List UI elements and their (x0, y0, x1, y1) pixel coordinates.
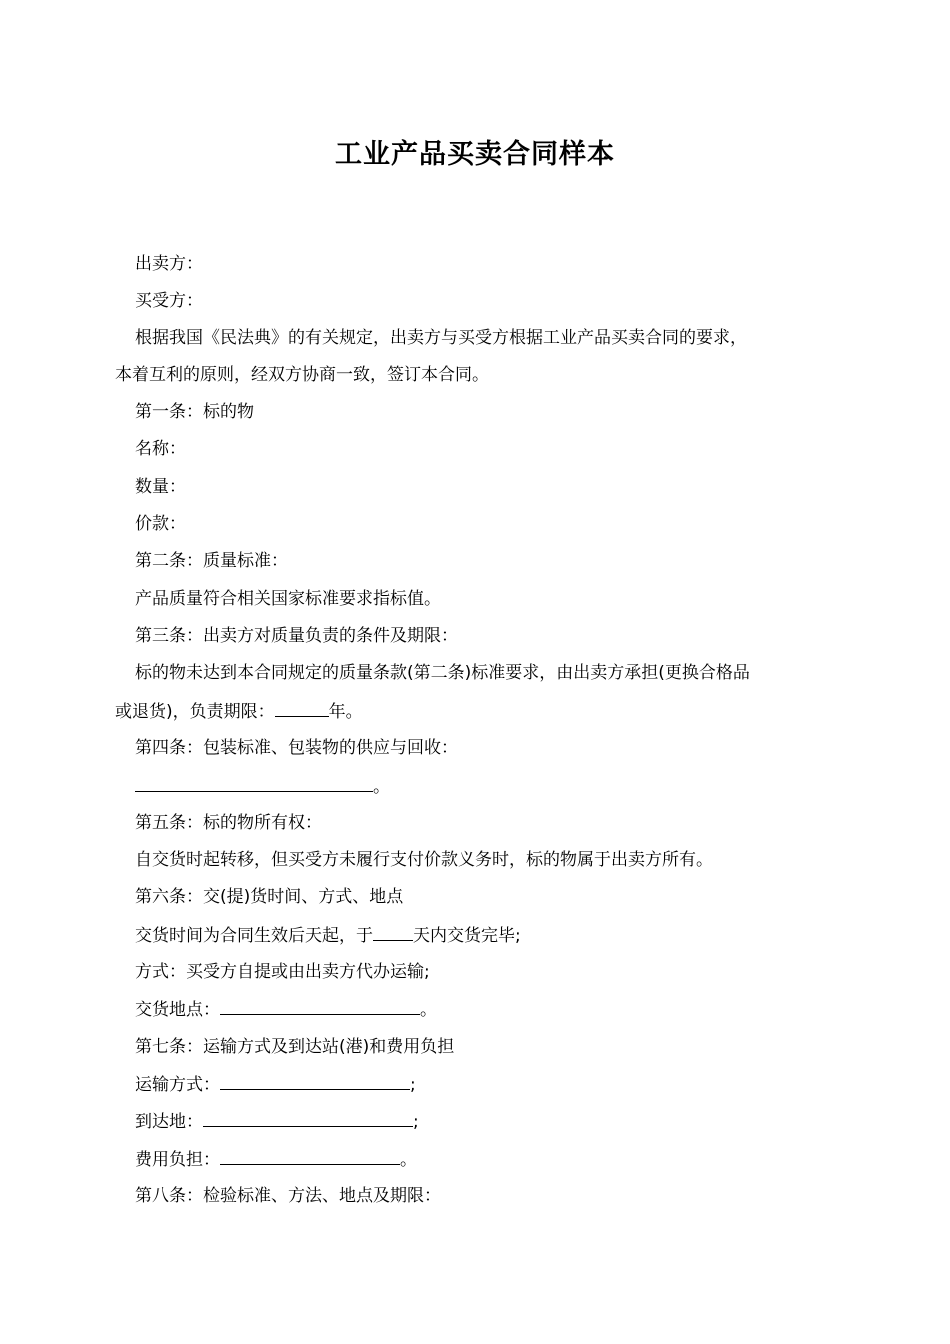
seller-line: 出卖方： (135, 254, 203, 274)
article-3-text: 标的物未达到本合同规定的质量条款(第二条)标准要求，由出卖方承担(更换合格品 (135, 663, 750, 683)
delivery-time-prefix: 交货时间为合同生效后天起，于 (135, 926, 373, 946)
document-title: 工业产品买卖合同样本 (335, 139, 615, 170)
delivery-days-blank (373, 924, 413, 941)
article-2-heading: 第二条：质量标准： (135, 551, 288, 571)
fee-suffix: 。 (400, 1150, 417, 1170)
article-5-text: 自交货时起转移，但买受方未履行支付价款义务时，标的物属于出卖方所有。 (135, 850, 713, 870)
destination-prefix: 到达地： (135, 1112, 203, 1132)
article-1-heading: 第一条：标的物 (135, 402, 254, 422)
packaging-suffix: 。 (373, 777, 390, 797)
buyer-line: 买受方： (135, 291, 203, 311)
quantity-line: 数量： (135, 477, 186, 497)
transport-method-line (135, 1073, 416, 1096)
fee-blank (220, 1148, 400, 1165)
article-7-heading: 第七条：运输方式及到达站(港)和费用负担 (135, 1037, 455, 1057)
preamble-line-2: 本着互利的原则，经双方协商一致，签订本合同。 (115, 365, 489, 385)
destination-line (135, 1110, 419, 1133)
warranty-prefix: 或退货)，负责期限： (115, 702, 275, 722)
preamble-line-1: 根据我国《民法典》的有关规定，出卖方与买受方根据工业产品买卖合同的要求， (135, 328, 747, 348)
transport-blank (220, 1073, 410, 1090)
warranty-suffix: 年。 (328, 702, 363, 722)
article-3-heading: 第三条：出卖方对质量负责的条件及期限： (135, 626, 458, 646)
destination-suffix: ; (413, 1112, 419, 1132)
transport-suffix: ; (410, 1075, 416, 1095)
fee-prefix: 费用负担： (135, 1150, 220, 1170)
packaging-line (135, 775, 390, 798)
delivery-place-line (135, 998, 437, 1021)
delivery-time-line (135, 924, 521, 947)
delivery-method-line: 方式：买受方自提或由出卖方代办运输; (135, 962, 430, 982)
name-line: 名称： (135, 439, 186, 459)
article-4-heading: 第四条：包装标准、包装物的供应与回收： (135, 738, 458, 758)
article-8-heading: 第八条：检验标准、方法、地点及期限： (135, 1186, 441, 1206)
delivery-place-blank (220, 998, 420, 1015)
fee-line (135, 1148, 417, 1171)
delivery-place-prefix: 交货地点： (135, 1000, 220, 1020)
warranty-period-line (115, 700, 363, 723)
delivery-time-suffix: 天内交货完毕; (413, 926, 521, 946)
article-6-heading: 第六条：交(提)货时间、方式、地点 (135, 887, 404, 907)
quality-text: 产品质量符合相关国家标准要求指标值。 (135, 589, 441, 609)
packaging-blank (135, 775, 373, 792)
article-5-heading: 第五条：标的物所有权： (135, 813, 322, 833)
price-line: 价款： (135, 514, 186, 534)
transport-prefix: 运输方式： (135, 1075, 220, 1095)
delivery-place-suffix: 。 (420, 1000, 437, 1020)
destination-blank (203, 1110, 413, 1127)
warranty-blank (275, 700, 329, 717)
